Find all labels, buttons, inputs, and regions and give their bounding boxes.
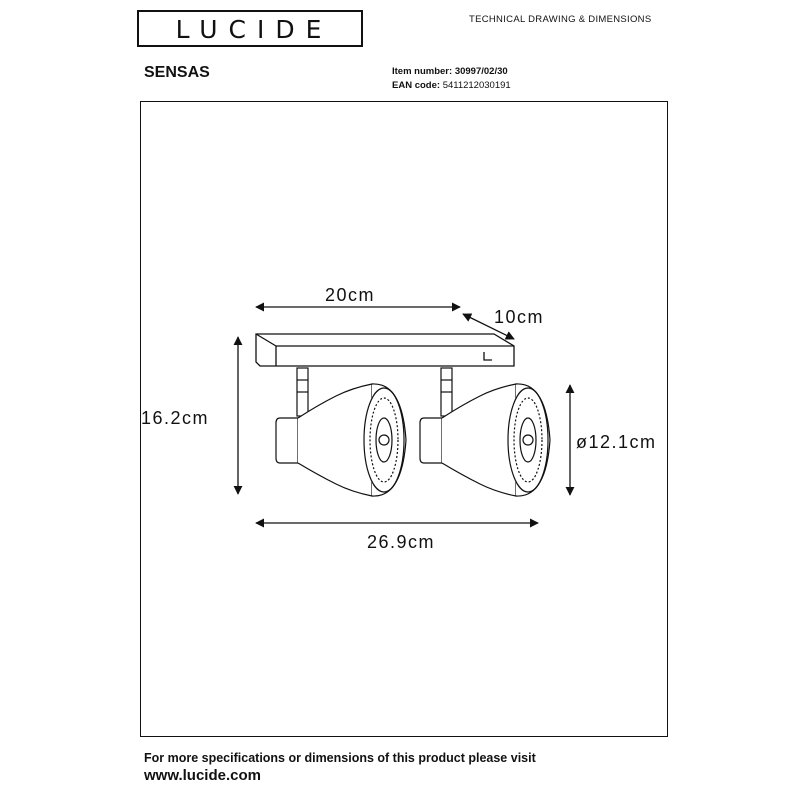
total-width-label: 26.9cm xyxy=(367,532,436,552)
product-name: SENSAS xyxy=(144,64,210,81)
item-number-label: Item number: xyxy=(392,66,453,77)
footer-url[interactable]: www.lucide.com xyxy=(144,767,261,784)
ean-label: EAN code: xyxy=(392,80,441,91)
height-label: 16.2cm xyxy=(141,408,210,428)
footer-note: For more specifications or dimensions of this product please visit xyxy=(144,751,536,765)
depth-label: 10cm xyxy=(494,307,545,327)
diameter-label: ø12.1cm xyxy=(576,432,657,452)
left-spot xyxy=(276,368,406,496)
brand-logo-text: LUCIDE xyxy=(175,15,333,44)
base-plate xyxy=(256,334,514,366)
width-label: 20cm xyxy=(325,285,376,305)
ean-value: 5411212030191 xyxy=(442,80,511,91)
document-title: TECHNICAL DRAWING & DIMENSIONS xyxy=(469,14,652,25)
item-number-value: 30997/02/30 xyxy=(454,66,508,77)
right-spot xyxy=(420,368,550,496)
